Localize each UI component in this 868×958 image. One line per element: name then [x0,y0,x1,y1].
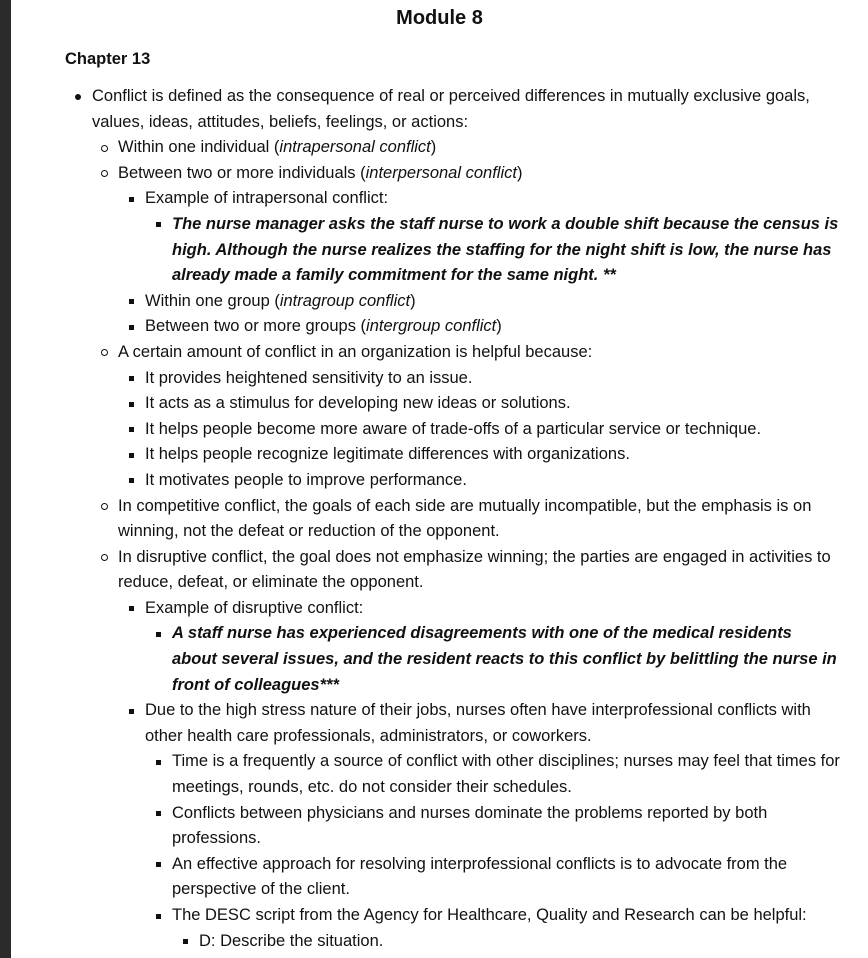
bullet-square-icon [156,222,161,227]
bullet-square-icon [129,478,134,483]
list-item [11,442,841,468]
outline-list [11,84,841,954]
list-item-text: Within one group ( [145,291,280,310]
bullet-square-icon [129,376,134,381]
list-item [11,903,841,929]
list-item [11,545,841,596]
list-item [11,340,841,366]
bullet-square-icon [156,811,161,816]
list-item [11,161,841,187]
list-item [11,621,841,698]
list-item [11,391,841,417]
example-text: A staff nurse has experienced disagreements with one of the medical residents about several issues, and the resident reacts to this conflict by belittling the nurse in front of colleagues*** [172,624,837,694]
bullet-disc-icon [75,94,81,100]
list-item-text: In disruptive conflict, the goal does not emphasize winning; the parties are engaged in activities to reduce, defeat, or eliminate the opponent. [118,547,831,592]
bullet-circle-icon [101,170,108,177]
list-item-text: It motivates people to improve performance. [145,470,467,489]
list-item-text: Due to the high stress nature of their jobs, nurses often have interprofessional conflicts with other health care professionals, administrators, or coworkers. [145,701,811,745]
bullet-square-icon [129,299,134,304]
list-item-text: ) [496,317,502,336]
term-emphasis: interpersonal conflict [365,163,517,182]
list-item [11,212,841,289]
list-item-text: ) [516,163,523,182]
list-item [11,84,841,135]
bullet-square-icon [156,632,161,637]
list-item-text: ) [410,291,416,310]
bullet-circle-icon [101,554,108,561]
list-item-text: An effective approach for resolving interprofessional conflicts is to advocate from the perspective of the client. [172,854,788,899]
bullet-square-icon [129,427,134,432]
list-item [11,698,841,749]
term-emphasis: intragroup conflict [279,291,411,310]
list-item-text: Example of intrapersonal conflict: [145,189,389,208]
bullet-circle-icon [101,349,108,356]
example-text: The nurse manager asks the staff nurse to work a double shift because the census is high. Although the nurse realizes the staffing for the night shift is low, the nurse has already made a family commitment for the same night. ** [172,214,839,285]
page-title: Module 8 [396,7,483,29]
list-item [11,289,841,315]
list-item-text: It provides heightened sensitivity to an issue. [145,368,473,387]
list-item [11,417,841,443]
list-item [11,366,841,392]
list-item-text: In competitive conflict, the goals of each side are mutually incompatible, but the emphasis is on winning, not the defeat or reduction of the opponent. [118,496,812,541]
list-item [11,468,841,494]
list-item-text: Example of disruptive conflict: [145,598,364,617]
bullet-square-icon [129,325,134,330]
bullet-circle-icon [101,145,108,152]
list-item-text: Between two or more groups ( [145,317,367,336]
list-item [11,186,841,212]
list-item [11,749,841,800]
bullet-square-icon [183,939,188,944]
list-item-text: It helps people recognize legitimate differences with organizations. [145,445,630,464]
list-item [11,135,841,161]
list-item-text: Time is a frequently a source of conflict with other disciplines; nurses may feel that times for meetings, rounds, etc. do not consider their schedules. [172,752,840,797]
list-item-text: It helps people become more aware of trade-offs of a particular service or technique. [145,419,762,438]
list-item [11,801,841,852]
list-item [11,314,841,340]
bullet-square-icon [129,606,134,611]
list-item-text: Conflict is defined as the consequence of real or perceived differences in mutually exclusive goals, values, ideas, attitudes, beliefs, feelings, or actions: [92,87,810,131]
list-item-text: It acts as a stimulus for developing new ideas or solutions. [145,394,571,413]
list-item [11,596,841,622]
list-item-text: Between two or more individuals ( [118,163,366,182]
bullet-square-icon [129,402,134,407]
list-item-text: D: Describe the situation. [199,931,384,950]
chapter-heading: Chapter 13 [65,50,151,68]
bullet-square-icon [156,862,161,867]
bullet-square-icon [129,453,134,458]
list-item-text: Within one individual ( [118,138,280,157]
list-item-text: Conflicts between physicians and nurses dominate the problems reported by both professions. [172,803,768,848]
list-item [11,929,841,955]
list-item [11,852,841,903]
list-item-text: ) [430,138,437,157]
window-edge [0,0,11,958]
bullet-square-icon [156,914,161,919]
document-page [11,0,868,958]
list-item [11,494,841,545]
term-emphasis: intergroup conflict [366,317,497,336]
list-item-text: A certain amount of conflict in an organization is helpful because: [118,342,593,361]
list-item-text: The DESC script from the Agency for Healthcare, Quality and Research can be helpful: [172,906,807,924]
term-emphasis: intrapersonal conflict [279,138,431,157]
bullet-square-icon [156,760,161,765]
bullet-square-icon [129,197,134,202]
bullet-circle-icon [101,503,108,510]
bullet-square-icon [129,709,134,714]
